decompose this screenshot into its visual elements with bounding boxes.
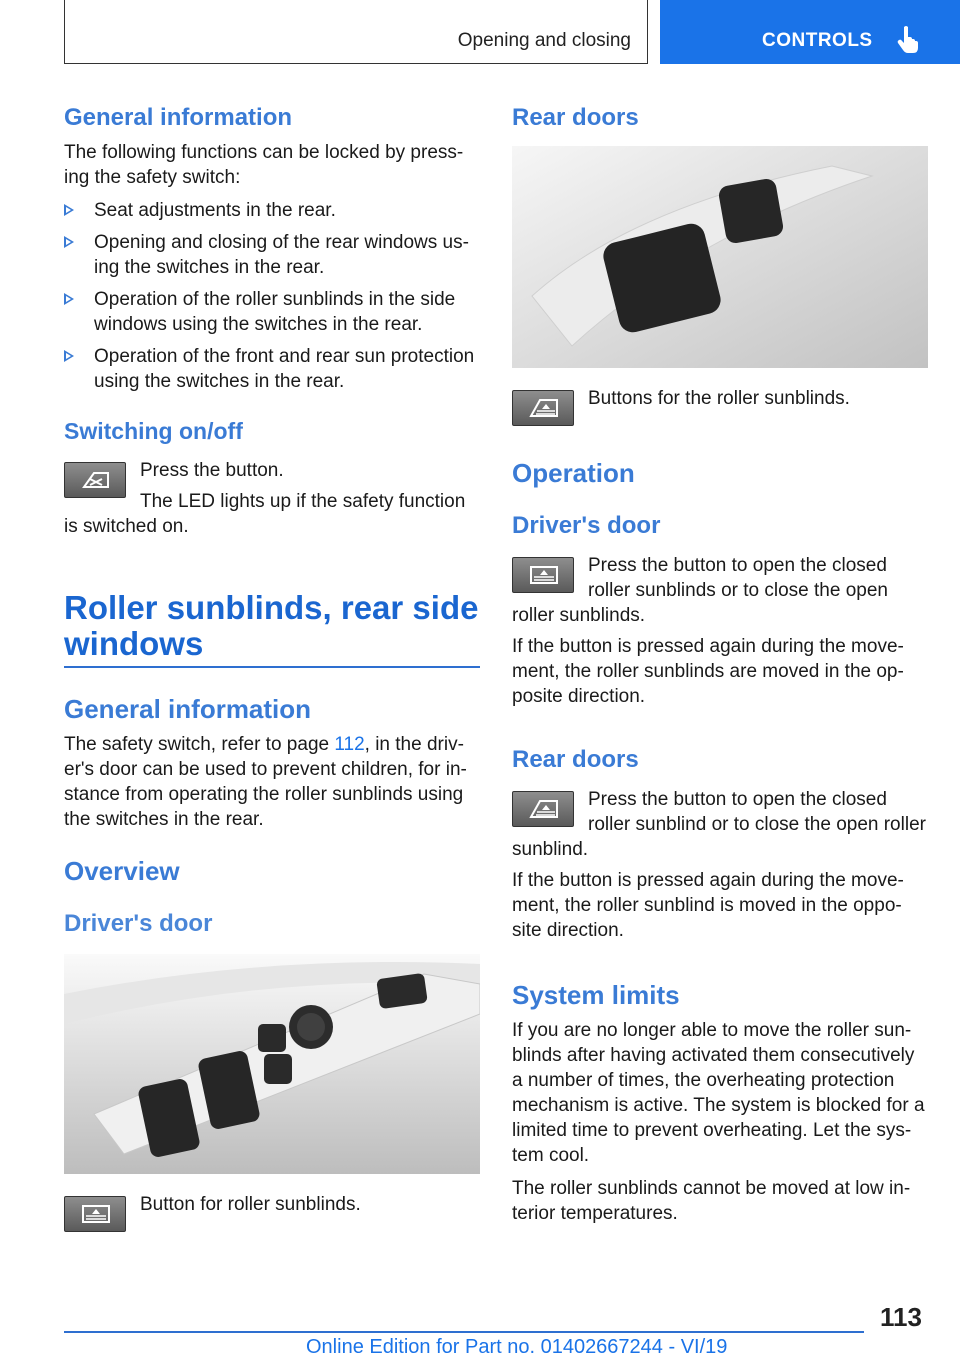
header-section-title: Opening and closing — [457, 30, 631, 51]
title-underline — [64, 666, 480, 668]
op-rear-doors-heading: Rear doors — [512, 746, 639, 773]
op-rear-text-3: If the button is pressed again during the move-ment, the roller sunblind is moved in the oppo-site direction. — [512, 870, 904, 941]
footer-divider — [64, 1331, 864, 1333]
rear-sunblind-icon — [528, 798, 560, 820]
roller-sunblind-button-icon — [64, 1196, 126, 1232]
general-info-2-text: The safety switch, refer to page 112, in the driv-er's door can be used to prevent children, for in-stance from operating the roller sunblinds using the switches in the rear. — [64, 734, 467, 830]
bullet-triangle-icon — [64, 293, 74, 305]
rear-sunblind-icon — [528, 397, 560, 419]
window-lock-icon — [80, 469, 112, 491]
switching-heading: Switching on/off — [64, 418, 243, 444]
general-info-heading-2: General information — [64, 694, 312, 724]
system-limits-text-2: The roller sunblinds cannot be moved at low in-terior temperatures. — [512, 1178, 911, 1224]
system-limits-text-1: If you are no longer able to move the roller sun-blinds after having activated them consecutively a number of times, the overheating protection mechanism is active. The system is blocked for a limited time to prevent overheating. Let the sys-tem cool. — [512, 1020, 925, 1166]
rear-doors-caption: Buttons for the roller sunblinds. — [588, 388, 850, 409]
bullet-triangle-icon — [64, 236, 74, 248]
bullet-triangle-icon — [64, 350, 74, 362]
op-drivers-door-heading: Driver's door — [512, 512, 661, 539]
op-rear-text-2: sunblind. — [512, 839, 589, 860]
switch-line-2: The LED lights up if the safety function — [140, 491, 466, 512]
header-chapter-title: CONTROLS — [762, 30, 873, 51]
switch-line-1: Press the button. — [140, 460, 284, 481]
rear-door-panel-image — [512, 146, 928, 368]
op-drivers-text-1: Press the button to open the closed roller sunblinds or to close the open — [588, 555, 888, 601]
op-drivers-text-3: If the button is pressed again during the move-ment, the roller sunblinds are moved in the op-posite direction. — [512, 636, 904, 707]
list-item: Opening and closing of the rear windows us-ing the switches in the rear. — [64, 230, 480, 280]
general-info-text: The following functions can be locked by press-ing the safety switch: — [64, 142, 464, 188]
op-drivers-text-2: roller sunblinds. — [512, 605, 646, 626]
op-rear-text-1: Press the button to open the closed roller sunblind or to close the open roller — [588, 789, 926, 835]
list-item: Operation of the front and rear sun protection using the switches in the rear. — [64, 344, 480, 394]
page-link[interactable]: 112 — [334, 734, 365, 755]
bullet-triangle-icon — [64, 204, 74, 216]
safety-switch-button-icon — [64, 462, 126, 498]
operation-heading: Operation — [512, 458, 635, 488]
drivers-door-heading: Driver's door — [64, 910, 213, 937]
rear-door-photo — [512, 146, 928, 368]
list-item: Seat adjustments in the rear. — [64, 198, 480, 223]
drivers-door-photo — [64, 954, 480, 1174]
sunblind-icon — [80, 1203, 112, 1225]
sunblind-icon — [528, 564, 560, 586]
rear-doors-heading: Rear doors — [512, 104, 639, 131]
rear-sunblind-buttons-icon — [512, 390, 574, 426]
system-limits-heading: System limits — [512, 980, 680, 1010]
drivers-door-caption: Button for roller sunblinds. — [140, 1194, 361, 1215]
list-item: Operation of the roller sunblinds in the side windows using the switches in the rear. — [64, 287, 480, 337]
header-section-box — [64, 0, 648, 64]
door-panel-image — [64, 954, 480, 1174]
header-chapter-tab[interactable] — [660, 0, 960, 64]
switch-line-3: is switched on. — [64, 516, 189, 537]
op-rear-button-icon — [512, 791, 574, 827]
page-number: 113 — [880, 1302, 922, 1332]
page-title: Roller sunblinds, rear side windows — [64, 589, 479, 662]
overview-heading: Overview — [64, 856, 180, 886]
footer-edition: Online Edition for Part no. 01402667244 - VI/19 — [306, 1336, 728, 1358]
hand-pointer-icon — [896, 24, 922, 54]
op-drivers-button-icon — [512, 557, 574, 593]
general-info-heading: General information — [64, 104, 293, 131]
